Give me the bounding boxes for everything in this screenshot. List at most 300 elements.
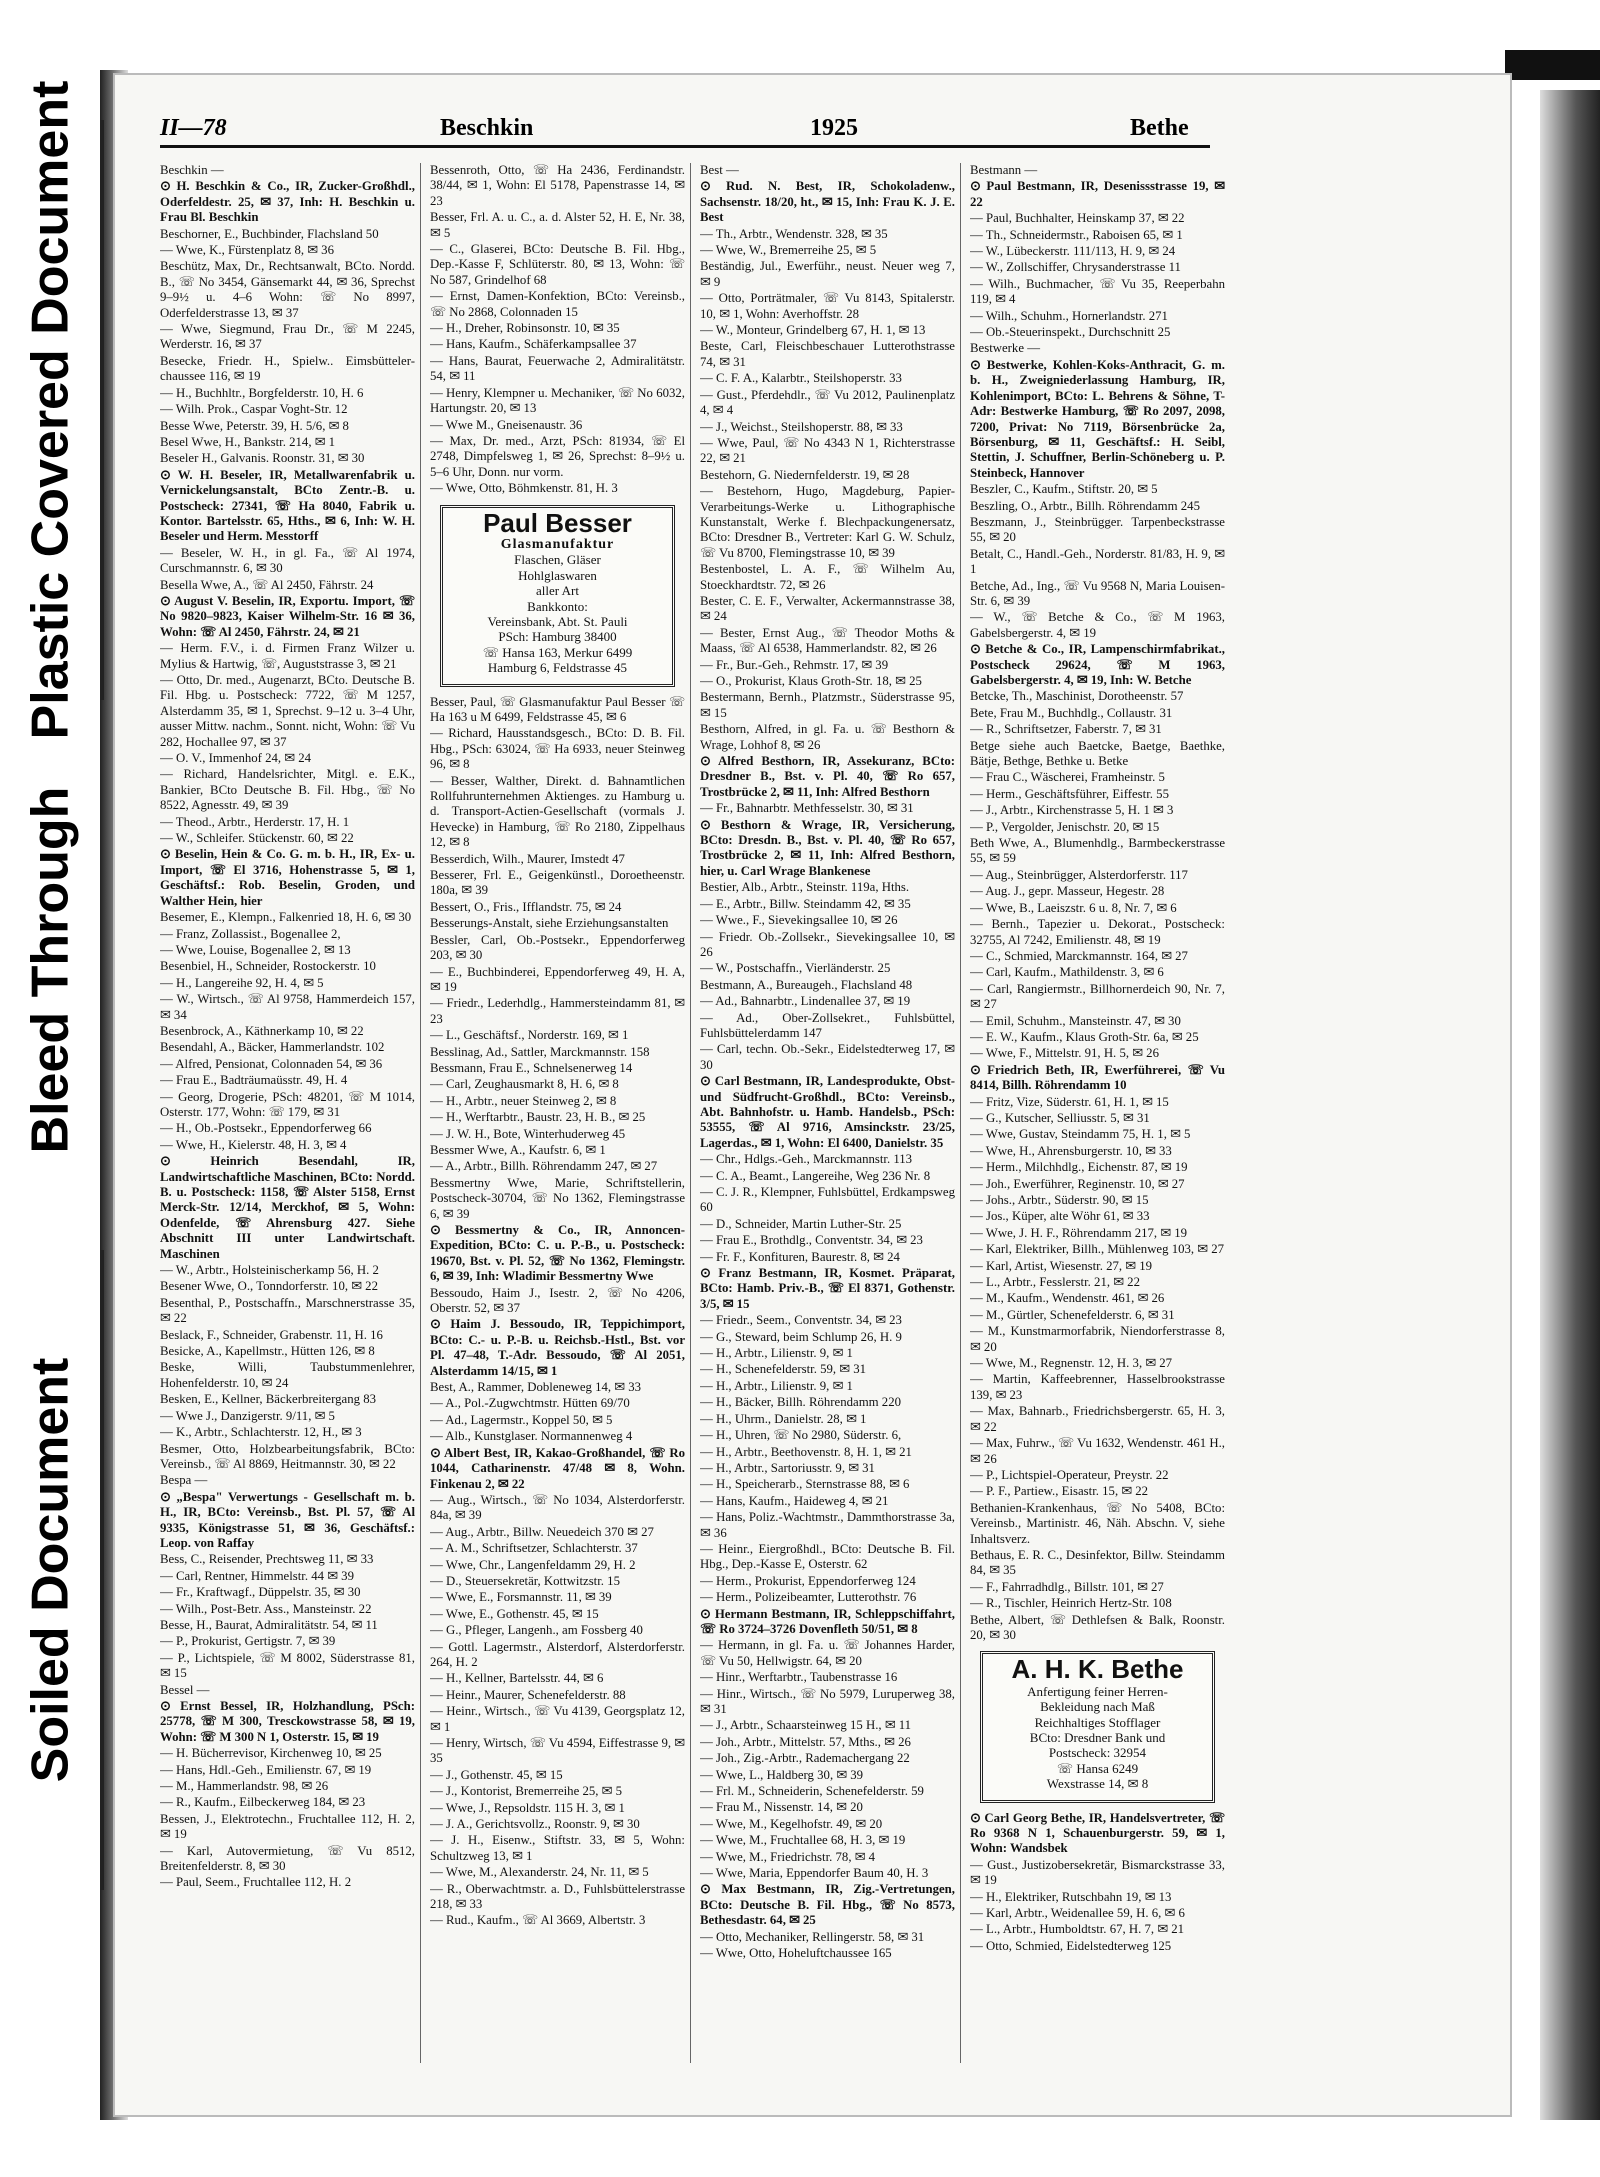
directory-entry: — R., Kaufm., Eilbeckerweg 184, ✉ 23	[160, 1795, 366, 1810]
directory-entry: — O., Prokurist, Klaus Groth-Str. 18, ✉ 25	[700, 674, 922, 688]
directory-entry: — Herm., Prokurist, Eppendorferweg 124	[700, 1573, 916, 1588]
directory-entry: Besenbrock, A., Käthnerkamp 10, ✉ 22	[160, 1023, 364, 1038]
directory-entry: Bete, Frau M., Buchhdlg., Collaustr. 31	[970, 705, 1173, 720]
ad-line: Anfertigung feiner Herren-	[1027, 1683, 1168, 1699]
directory-entry: — Max, Dr. med., Arzt, PSch: 81934, ☏ El 2748, Dimpfelsweg 1, ✉ 26, Sprechst: 8–9½ u. 5–6 Uhr, Donn. nur vorm.	[430, 433, 685, 479]
directory-entry: — C., Schmied, Marckmannstr. 164, ✉ 27	[970, 948, 1188, 963]
directory-entry: — H., Uhrm., Danielstr. 28, ✉ 1	[700, 1411, 867, 1426]
directory-entry: Bestmann, A., Bureaugeh., Flachsland 48	[700, 977, 913, 992]
directory-entry: — Hans, Baurat, Feuerwache 2, Admiralitätstr. 54, ✉ 11	[430, 353, 685, 384]
directory-entry: — Alfred, Pensionat, Colonnaden 54, ✉ 36	[160, 1056, 383, 1071]
directory-entry: Bessoudo, Haim J., Isestr. 2, ☏ No 4206, Oberstr. 52, ✉ 37	[430, 1285, 685, 1316]
ad-title: A. H. K. Bethe	[1011, 1654, 1184, 1685]
directory-entry: — C. A., Beamt., Langereihe, Weg 236 Nr. 8	[700, 1168, 931, 1183]
directory-entry: — M., Kunstmarmorfabrik, Niendorferstrasse 8, ✉ 20	[970, 1324, 1225, 1354]
directory-entry: — E. W., Kaufm., Klaus Groth-Str. 6a, ✉ 25	[970, 1029, 1199, 1044]
column-2	[430, 163, 685, 2063]
plastic-covered-label: Plastic Covered Document	[0, 120, 104, 700]
directory-entry: Besenbiel, H., Schneider, Rostockerstr. 10	[160, 959, 376, 974]
directory-entry: Bester, C. E. F., Verwalter, Ackermannstrasse 38, ✉ 24	[700, 593, 955, 624]
directory-entry: — Wwe, Louise, Bogenallee 2, ✉ 13	[160, 942, 351, 957]
directory-entry: Besicke, A., Kapellmstr., Hütten 126, ✉ 8	[160, 1344, 375, 1359]
ad-subtitle: Glasmanufaktur	[500, 536, 615, 552]
directory-entry: — Hermann, in gl. Fa. u. ☏ Johannes Harder, ☏ Vu 50, Hellwigstr. 64, ✉ 20	[700, 1638, 955, 1668]
directory-entry: — Wwe, Gustav, Steindamm 75, H. 1, ✉ 5	[970, 1127, 1191, 1142]
directory-entry: Besser, Frl. A. u. C., a. d. Alster 52, H. E, Nr. 38, ✉ 5	[430, 210, 685, 240]
directory-entry: — Wilh., Schuhm., Hornerlandstr. 271	[970, 308, 1168, 323]
directory-entry: — Herm., Geschäftsführer, Eiffestr. 55	[970, 786, 1169, 801]
directory-entry: — M., Gürtler, Schenefelderstr. 6, ✉ 31	[970, 1307, 1175, 1322]
directory-entry: — W., ☏ Betche & Co., ☏ M 1963, Gabelsbergerstr. 4, ✉ 19	[970, 610, 1225, 640]
next-page-edge	[1540, 90, 1600, 2120]
column-divider	[420, 163, 421, 2063]
directory-entry: — J., Arbtr., Schaarsteinweg 15 H., ✉ 11	[700, 1718, 912, 1733]
soiled-document-label: Soiled Document	[0, 1250, 104, 1890]
directory-entry: — A., Arbtr., Billh. Röhrendamm 247, ✉ 27	[430, 1159, 658, 1174]
ad-title: Paul Besser	[483, 507, 632, 538]
directory-entry: Besser, Paul, ☏ Glasmanufaktur Paul Besser ☏ Ha 163 u M 6499, Feldstrasse 45, ✉ 6	[430, 694, 685, 724]
directory-entry: Bessler, Carl, Ob.-Postsekr., Eppendorferweg 203, ✉ 30	[430, 932, 685, 963]
directory-entry: — Carl, Kaufm., Mathildenstr. 3, ✉ 6	[970, 965, 1164, 980]
ad-line: Bankkonto:	[527, 598, 588, 614]
directory-entry: Besthorn, Alfred, in gl. Fa. u. ☏ Besthorn & Wrage, Lohhof 8, ✉ 26	[700, 722, 955, 752]
directory-entry: — Th., Arbtr., Wendenstr. 328, ✉ 35	[700, 226, 888, 241]
directory-entry: — P., Vergolder, Jenischstr. 20, ✉ 15	[970, 819, 1160, 834]
directory-entry: Beständig, Jul., Ewerführ., neust. Neuer weg 7, ✉ 9	[700, 259, 955, 289]
directory-entry: — W., Lübeckerstr. 111/113, H. 9, ✉ 24	[970, 244, 1176, 259]
directory-entry: — F., Fahrradhdlg., Billstr. 101, ✉ 27	[970, 1579, 1164, 1594]
directory-entry: — Frau C., Wäscherei, Framheinstr. 5	[970, 770, 1165, 785]
directory-entry: Bessert, O., Fris., Ifflandstr. 75, ✉ 24	[430, 899, 622, 914]
directory-entry: — Max, Bahnarb., Friedrichsbergerstr. 65, H. 3, ✉ 22	[970, 1404, 1225, 1434]
directory-entry: ⊙ Franz Bestmann, IR, Kosmet. Präparat, BCto: Hamb. Priv.-B., ☏ El 8371, Gothenstr. 3/5, ✉ 15	[700, 1266, 955, 1311]
column-1	[160, 163, 415, 2063]
directory-entry: — Wwe, M., Fruchtallee 68, H. 3, ✉ 19	[700, 1833, 906, 1848]
directory-entry: ⊙ Paul Bestmann, IR, Desenissstrasse 19, ✉ 22	[970, 179, 1225, 209]
directory-entry: — Wwe, L., Haldberg 30, ✉ 39	[700, 1767, 864, 1782]
directory-entry: ⊙ Carl Bestmann, IR, Landesprodukte, Obst- und Südfrucht-Großhdl., BCto: Vereinsb., Abt. Bahnhofstr. u. Hamb. Handelsb., PSch: 53555, ☏ Al 9716, Amsinckstr. 23/25, Lagerdas., ✉ 1, Wohn: El 6400, Danielstr. 35	[700, 1074, 955, 1150]
directory-entry: — Georg, Drogerie, PSch: 48201, ☏ M 1014, Osterstr. 177, Wohn: ☏ 179, ✉ 31	[160, 1089, 415, 1119]
directory-entry: — A., Pol.-Zugwchtmstr. Hütten 69/70	[430, 1396, 630, 1411]
directory-entry: — Jos., Küper, alte Wöhr 61, ✉ 33	[970, 1209, 1150, 1224]
directory-entry: — Frau M., Nissenstr. 14, ✉ 20	[700, 1800, 863, 1815]
directory-entry: — Wwe, M., Regnenstr. 12, H. 3, ✉ 27	[970, 1356, 1173, 1371]
directory-entry: — Richard, Handelsrichter, Mitgl. e. E.K., Bankier, BCto Deutsche B. Fil. Hbg., ☏ No 8522, Agnesstr. 49, ✉ 39	[160, 767, 415, 813]
directory-entry: Bess, C., Reisender, Prechtsweg 11, ✉ 33	[160, 1552, 374, 1567]
directory-entry: Beszling, O., Arbtr., Billh. Röhrendamm 245	[970, 498, 1200, 513]
directory-entry: — W., Wirtsch., ☏ Al 9758, Hammerdeich 157, ✉ 34	[160, 992, 415, 1022]
directory-entry: — Fr. F., Konfituren, Baurestr. 8, ✉ 24	[700, 1249, 900, 1264]
directory-entry: — P., Lichtspiel-Operateur, Preystr. 22	[970, 1467, 1169, 1482]
directory-entry: Beschorner, E., Buchbinder, Flachsland 50	[160, 226, 379, 241]
ad-line: Flaschen, Gläser	[514, 552, 601, 568]
directory-entry: — Gust., Justizobersekretär, Bismarckstrasse 33, ✉ 19	[970, 1857, 1225, 1888]
directory-entry: — Gottl. Lagermstr., Alsterdorf, Alsterdorferstr. 264, H. 2	[430, 1639, 685, 1669]
directory-entry: — H., Schenefelderstr. 59, ✉ 31	[700, 1362, 867, 1377]
directory-entry: — W., Arbtr., Holsteinischerkamp 56, H. 2	[160, 1263, 379, 1278]
directory-entry: — Carl, Zeughausmarkt 8, H. 6, ✉ 8	[430, 1077, 619, 1092]
directory-entry: — Martin, Kaffeebrenner, Hasselbrookstrasse 139, ✉ 23	[970, 1372, 1225, 1402]
directory-entry: — G., Pfleger, Langenh., am Fossberg 40	[430, 1623, 643, 1638]
directory-entry: Bethe, Albert, ☏ Dethlefsen & Balk, Roonstr. 20, ✉ 30	[970, 1612, 1225, 1642]
directory-entry: — Ad., Ober-Zollsekret., Fuhlsbüttel, Fuhlsbüttelerdamm 147	[700, 1010, 955, 1040]
directory-entry: — P. F., Partiew., Eisastr. 15, ✉ 22	[970, 1484, 1149, 1499]
directory-entry: — Karl, Autovermietung, ☏ Vu 8512, Breitenfelderstr. 8, ✉ 30	[160, 1843, 415, 1874]
directory-page	[115, 75, 1510, 2115]
directory-entry: — Frau E., Brothdlg., Conventstr. 34, ✉ 23	[700, 1233, 923, 1248]
column-4	[970, 163, 1225, 2063]
directory-entry: Beszler, C., Kaufm., Stiftstr. 20, ✉ 5	[970, 482, 1158, 497]
directory-entry: — E., Buchbinderei, Eppendorferweg 49, H. A, ✉ 19	[430, 964, 685, 994]
directory-entry: Best, A., Rammer, Dobleneweg 14, ✉ 33	[430, 1380, 642, 1395]
directory-entry: — Henry, Wirtsch, ☏ Vu 4594, Eiffestrasse 9, ✉ 35	[430, 1736, 685, 1766]
directory-entry: ⊙ Betche & Co., IR, Lampenschirmfabrikat., Postscheck 29624, ☏ M 1963, Gabelsbergerstr. 4, ✉ 19, Inh: W. Betche	[970, 642, 1225, 687]
directory-entry: — Wwe, M., Kegelhofstr. 49, ✉ 20	[700, 1816, 883, 1831]
ad-line: Bekleidung nach Maß	[1040, 1699, 1155, 1715]
directory-entry: ⊙ Albert Best, IR, Kakao-Großhandel, ☏ Ro 1044, Catharinenstr. 47/48 ✉ 8, Wohn. Finkenau 2, ✉ 22	[430, 1445, 685, 1491]
ad-line: aller Art	[536, 583, 579, 599]
directory-entry: — G., Steward, beim Schlump 26, H. 9	[700, 1329, 902, 1344]
directory-entry: Besserer, Frl. E., Geigenkünstl., Doroetheenstr. 180a, ✉ 39	[430, 868, 685, 898]
directory-entry: — Wwe, M., Alexanderstr. 24, Nr. 11, ✉ 5	[430, 1865, 649, 1880]
directory-entry: — H., Kellner, Bartelsstr. 44, ✉ 6	[430, 1671, 604, 1686]
directory-entry: Besslinag, Ad., Sattler, Marckmannstr. 158	[430, 1044, 650, 1059]
directory-entry: Bessmertny Wwe, Marie, Schriftstellerin, Postscheck-30704, ☏ No 1362, Flemingstrasse 6, ✉ 39	[430, 1175, 685, 1221]
header-right-word: Bethe	[1130, 115, 1189, 141]
directory-entry: — G., Kutscher, Selliusstr. 5, ✉ 31	[970, 1110, 1150, 1125]
directory-entry: Beszmann, J., Steinbrügger. Tarpenbeckstrasse 55, ✉ 20	[970, 514, 1225, 545]
directory-entry: — Heinr., Wirtsch., ☏ Vu 4139, Georgsplatz 12, ✉ 1	[430, 1704, 685, 1734]
directory-entry: — Franz, Zollassist., Bogenallee 2,	[160, 926, 341, 941]
directory-entry: — H., Arbtr., Beethovenstr. 8, H. 1, ✉ 21	[700, 1444, 912, 1459]
directory-entry: — Friedr., Seem., Conventstr. 34, ✉ 23	[700, 1313, 902, 1328]
directory-entry: — E., Arbtr., Billw. Steindamm 42, ✉ 35	[700, 896, 911, 911]
directory-entry: — P., Lichtspiele, ☏ M 8002, Süderstrasse 81, ✉ 15	[160, 1650, 415, 1681]
directory-entry: ⊙ Bestwerke, Kohlen-Koks-Anthracit, G. m. b. H., Zweigniederlassung Hamburg, IR, Kohlenimport, BCto: L. Behrens & Söhne, T-Adr: Bestwerke Hamburg, ☏ Ro 2097, 2098, 7200, Privat: No 7119, Börsenbrücke 2a, Börsenburg, ✉ 11, Geschäftsf.: H. Seibl, Stettin, J. Schuffner, Berlin-Schöneberg u. P. Steinbeck, Hannover	[970, 357, 1225, 480]
directory-entry: — Gust., Pferdehdlr., ☏ Vu 2012, Paulinenplatz 4, ✉ 4	[700, 387, 955, 418]
page-number: II—78	[160, 115, 227, 141]
directory-entry: — Besser, Walther, Direkt. d. Bahnamtlichen Rollfuhrunternehmen Aktienges. zu Hamburg u. d. Transport-Actien-Gesellschaft (vormals J. Hevecke) in Hamburg, ☏ Ro 2180, Zippelhaus 12, ✉ 8	[430, 773, 685, 850]
directory-entry: Besserdich, Wilh., Maurer, Imstedt 47	[430, 851, 625, 866]
directory-entry: — C. F. A., Kalarbtr., Steilshoperstr. 33	[700, 371, 902, 386]
directory-entry: Beske, Willi, Taubstummenlehrer, Hohenfelderstr. 10, ✉ 24	[160, 1360, 415, 1390]
directory-entry: Besse, H., Baurat, Admiralitätstr. 54, ✉ 11	[160, 1617, 378, 1632]
directory-entry: — Fr., Bahnarbtr. Methfesselstr. 30, ✉ 31	[700, 801, 914, 816]
directory-entry: — Theod., Arbtr., Herderstr. 17, H. 1	[160, 814, 350, 829]
directory-entry: Best —	[700, 163, 739, 177]
directory-entry: — Fritz, Vize, Süderstr. 61, H. 1, ✉ 15	[970, 1094, 1169, 1109]
directory-entry: — D., Steuersekretär, Kottwitzstr. 15	[430, 1573, 620, 1588]
directory-entry: — Emil, Schuhm., Mansteinstr. 47, ✉ 30	[970, 1013, 1181, 1028]
directory-entry: ⊙ Besthorn & Wrage, IR, Versicherung, BCto: Dresdn. B., Bst. v. Pl. 40, ☏ Ro 657, Trostbrücke 2, ✉ 11, Inh: Alfred Besthorn, hier, u. Carl Wrage Blankenese	[700, 817, 955, 878]
directory-entry: — R., Tischler, Heinrich Hertz-Str. 108	[970, 1596, 1172, 1611]
directory-entry: — Wwe, J. H. F., Röhrendamm 217, ✉ 19	[970, 1225, 1188, 1240]
directory-entry: Betge siehe auch Baetcke, Baetge, Baethke, Bätje, Bethge, Bethke u. Betke	[970, 738, 1225, 769]
directory-entry: — L., Geschäftsf., Norderstr. 169, ✉ 1	[430, 1028, 629, 1043]
directory-entry: — Paul, Seem., Fruchtallee 112, H. 2	[160, 1875, 352, 1890]
directory-entry: — R., Schriftsetzer, Faberstr. 7, ✉ 31	[970, 722, 1162, 737]
directory-entry: — K., Arbtr., Schlachterstr. 12, H., ✉ 3	[160, 1425, 362, 1440]
directory-entry: ⊙ „Bespa" Verwertungs - Gesellschaft m. b. H., IR, BCto: Vereinsb., Bst. Pl. 57, ☏ Al 9335, Königstrasse 51, ✉ 36, Geschäftsf.: Leop. von Raffay	[160, 1489, 415, 1550]
directory-entry: — Otto, Dr. med., Augenarzt, BCto. Deutsche B. Fil. Hbg. u. Postscheck: 7722, ☏ M 1257, Alsterdamm 35, ✉ 1, Sprechst. 9–12 u. 3–4 Uhr, ausser Mittw. nachm., Sonnt. nicht, Wohn: ☏ Vu 282, Hochallee 97, ✉ 37	[160, 673, 415, 749]
bleed-through-label: Bleed Through	[21, 786, 79, 1154]
ad-line: Vereinsbank, Abt. St. Pauli	[487, 613, 628, 629]
column-divider	[690, 163, 691, 2063]
column-divider	[960, 163, 961, 2063]
directory-entry: — H., Werftarbtr., Baustr. 23, H. B., ✉ 25	[430, 1110, 646, 1125]
directory-entry: — Otto, Schmied, Eidelstedterweg 125	[970, 1938, 1172, 1953]
directory-entry: — H., Arbtr., Lilienstr. 9, ✉ 1	[700, 1378, 853, 1393]
directory-entry: — A. M., Schriftsetzer, Schlachterstr. 37	[430, 1541, 638, 1556]
directory-entry: Bestermann, Bernh., Platzmstr., Süderstrasse 95, ✉ 15	[700, 690, 955, 720]
directory-entry: — Wwe, M., Friedrichstr. 78, ✉ 4	[700, 1849, 876, 1864]
directory-entry: ⊙ Max Bestmann, IR, Zig.-Vertretungen, BCto: Deutsche B. Fil. Hbg., ☏ No 8573, Bethesdastr. 64, ✉ 25	[700, 1882, 955, 1928]
directory-entry: — Johs., Arbtr., Süderstr. 90, ✉ 15	[970, 1193, 1149, 1207]
directory-entry: ⊙ Alfred Besthorn, IR, Assekuranz, BCto: Dresdner B., Bst. v. Pl. 40, ☏ Ro 657, Trostbrücke 2, ✉ 11, Inh: Alfred Besthorn	[700, 754, 955, 799]
directory-entry: — Aug., Wirtsch., ☏ No 1034, Alsterdorferstr. 84a, ✉ 39	[430, 1492, 685, 1523]
directory-entry: Betche, Ad., Ing., ☏ Vu 9568 N, Maria Louisen-Str. 6, ✉ 39	[970, 578, 1225, 608]
directory-entry: — H. Bücherrevisor, Kirchenweg 10, ✉ 25	[160, 1746, 382, 1761]
directory-entry: Beschkin —	[160, 163, 224, 177]
directory-entry: — Otto, Porträtmaler, ☏ Vu 8143, Spitalerstr. 10, ✉ 1, Wohn: Averhoffstr. 28	[700, 291, 955, 321]
directory-entry: — Joh., Ewerführer, Reginenstr. 10, ✉ 27	[970, 1176, 1185, 1191]
directory-entry: — C., Glaserei, BCto: Deutsche B. Fil. Hbg., Dep.-Kasse F, Schlüterstr. 80, ✉ 13, Wohn: ☏ No 587, Grindelhof 68	[430, 242, 685, 287]
directory-entry: — Paul, Buchhalter, Heinskamp 37, ✉ 22	[970, 211, 1185, 226]
directory-entry: Besenthal, P., Postschaffn., Marschnerstrasse 35, ✉ 22	[160, 1295, 415, 1326]
directory-entry: — Wilh. Prok., Caspar Voght-Str. 12	[160, 402, 348, 417]
directory-entry: — H., Arbtr., Sartoriusstr. 9, ✉ 31	[700, 1460, 875, 1475]
directory-entry: ⊙ Ernst Bessel, IR, Holzhandlung, PSch: 25778, ☏ M 300, Tresckowstrasse 58, ✉ 19, Wohn: ☏ M 300 N 1, Osterstr. 15, ✉ 19	[160, 1699, 415, 1744]
directory-entry: — Karl, Arbtr., Weidenallee 59, H. 6, ✉ 6	[970, 1906, 1185, 1921]
directory-entry: — Wwe J., Danzigerstr. 9/11, ✉ 5	[160, 1408, 335, 1423]
directory-entry: — Wwe, Maria, Eppendorfer Baum 40, H. 3	[700, 1866, 929, 1881]
directory-entry: Bethaus, E. R. C., Desinfektor, Billw. Steindamm 84, ✉ 35	[970, 1547, 1225, 1578]
directory-entry: — Joh., Arbtr., Mittelstr. 57, Mths., ✉ 26	[700, 1734, 911, 1749]
directory-entry: — Carl, techn. Ob.-Sekr., Eidelstedterweg 17, ✉ 30	[700, 1042, 955, 1072]
directory-entry: — Bester, Ernst Aug., ☏ Theodor Moths & Maass, ☏ Al 6538, Hammerlandstr. 82, ✉ 26	[700, 625, 955, 656]
directory-entry: — W., Postschaffn., Vierländerstr. 25	[700, 961, 891, 976]
directory-entry: — Wwe, Chr., Langenfeldamm 29, H. 2	[430, 1557, 636, 1572]
directory-entry: — Ad., Bahnarbtr., Lindenallee 37, ✉ 19	[700, 994, 911, 1009]
directory-entry: — Hans, Poliz.-Wachtmstr., Dammthorstrasse 3a, ✉ 36	[700, 1510, 955, 1540]
directory-entry: Bestmann —	[970, 163, 1038, 177]
directory-entry: Beth Wwe, A., Blumenhdlg., Barmbeckerstrasse 55, ✉ 59	[970, 836, 1225, 866]
directory-entry: ⊙ Hermann Bestmann, IR, Schleppschiffahrt, ☏ Ro 3724–3726 Dovenfleth 50/51, ✉ 8	[700, 1606, 955, 1636]
directory-entry: — Ernst, Damen-Konfektion, BCto: Vereinsb., ☏ No 2868, Colonnaden 15	[430, 289, 685, 319]
directory-entry: — Henry, Klempner u. Mechaniker, ☏ No 6032, Hartungstr. 20, ✉ 13	[430, 385, 685, 416]
directory-entry: — Wwe, H., Kielerstr. 48, H. 3, ✉ 4	[160, 1137, 347, 1152]
directory-entry: — Wwe, J., Repsoldstr. 115 H. 3, ✉ 1	[430, 1800, 625, 1815]
directory-entry: — Richard, Hausstandsgesch., BCto: D. B. Fil. Hbg., PSch: 63024, ☏ Ha 6933, neuer Steinweg 96, ✉ 8	[430, 726, 685, 772]
directory-entry: — Wwe, H., Ahrensburgerstr. 10, ✉ 33	[970, 1143, 1172, 1158]
directory-entry: — O. V., Immenhof 24, ✉ 24	[160, 751, 312, 766]
directory-entry: — Wwe, E., Gothenstr. 45, ✉ 15	[430, 1606, 599, 1621]
directory-entry: — H., Uhren, ☏ No 2980, Süderstr. 6,	[700, 1428, 902, 1443]
directory-entry: — Friedr. Ob.-Zollsekr., Sievekingsallee 10, ✉ 26	[700, 929, 955, 959]
directory-entry: Bessmer Wwe, A., Kaufstr. 6, ✉ 1	[430, 1142, 606, 1157]
directory-entry: — Hinr., Werftarbtr., Taubenstrasse 16	[700, 1670, 898, 1685]
directory-entry: Bessel —	[160, 1682, 210, 1697]
directory-entry: — Alb., Kunstglaser. Normannenweg 4	[430, 1429, 633, 1444]
directory-entry: Beste, Carl, Fleischbeschauer Lutterothstrasse 74, ✉ 31	[700, 339, 955, 369]
directory-entry: Besken, E., Kellner, Bäckerbreitergang 83	[160, 1392, 377, 1407]
directory-entry: — H., Speicherarb., Sternstrasse 88, ✉ 6	[700, 1477, 910, 1492]
directory-entry: ⊙ Carl Georg Bethe, IR, Handelsvertreter, ☏ Ro 9368 N 1, Schauenburgerstr. 59, ✉ 1, Wohn: Wandsbek	[970, 1810, 1225, 1856]
directory-entry: — H., Ob.-Postsekr., Eppendorferweg 66	[160, 1121, 372, 1136]
directory-entry: ⊙ Beselin, Hein & Co. G. m. b. H., IR, Ex- u. Import, ☏ El 3716, Hohenstrasse 5, ✉ 1, Geschäftsf.: Rob. Beselin, Groden, und Walther Hein, hier	[160, 847, 415, 908]
directory-entry: Besener Wwe, O., Tonndorferstr. 10, ✉ 22	[160, 1279, 378, 1294]
directory-entry: Besella Wwe, A., ☏ Al 2450, Fährstr. 24	[160, 577, 374, 592]
directory-entry: — Herm., Milchhdlg., Eichenstr. 87, ✉ 19	[970, 1160, 1188, 1175]
directory-entry: Besecke, Friedr. H., Spielw.. Eimsbütteler-chaussee 116, ✉ 19	[160, 353, 415, 384]
directory-entry: — J., Kontorist, Bremerreihe 25, ✉ 5	[430, 1784, 622, 1799]
directory-entry: — Wwe, Otto, Böhmkenstr. 81, H. 3	[430, 481, 618, 496]
directory-entry: — Fr., Kraftwagf., Düppelstr. 35, ✉ 30	[160, 1585, 361, 1600]
directory-entry: — Bernh., Tapezier u. Dekorat., Postscheck: 32755, Al 7242, Emilienstr. 48, ✉ 19	[970, 917, 1225, 947]
directory-entry: Bespa —	[160, 1473, 208, 1488]
directory-entry: Beslack, F., Schneider, Grabenstr. 11, H. 16	[160, 1327, 383, 1342]
directory-entry: — Bestehorn, Hugo, Magdeburg, Papier-Verarbeitungs-Werke u. Lithographische Kunstanstalt, Werke f. Blechpackungenersatz, BCto: Dresdner B., Vertreter: Karl G. W. Schulz, ☏ Vu 8700, Flemingstrasse 10, ✉ 39	[700, 484, 955, 560]
directory-entry: — Hans, Hdl.-Geh., Emilienstr. 67, ✉ 19	[160, 1762, 372, 1777]
black-tab	[1505, 50, 1600, 80]
directory-entry: — Joh., Zig.-Arbtr., Rademachergang 22	[700, 1751, 910, 1766]
ad-line: Reichhaltiges Stofflager	[1034, 1714, 1161, 1730]
bethe-advert	[980, 1651, 1215, 1802]
directory-entry: Besendahl, A., Bäcker, Hammerlandstr. 102	[160, 1040, 385, 1055]
directory-entry: — W., Zollschiffer, Chrysanderstrasse 11	[970, 260, 1181, 275]
directory-entry: — Hans, Kaufm., Haideweg 4, ✉ 21	[700, 1493, 889, 1508]
ad-line: Hamburg 6, Feldstrasse 45	[487, 660, 628, 676]
directory-entry: — H., Elektriker, Rutschbahn 19, ✉ 13	[970, 1889, 1172, 1904]
directory-entry: Besmer, Otto, Holzbearbeitungsfabrik, BCto: Vereinsb., ☏ Al 8869, Heitmannstr. 30, ✉ 22	[160, 1441, 415, 1471]
directory-entry: — C. J. R., Klempner, Fuhlsbüttel, Erdkampsweg 60	[700, 1185, 955, 1215]
directory-entry: Beschütz, Max, Dr., Rechtsanwalt, BCto. Nordd. B., ☏ No 3454, Gänsemarkt 44, ✉ 36, Sprechst 9–9½ u. 4–6 Wohn: ☏ No 8997, Oderfelderstrasse 13, ✉ 37	[160, 259, 415, 320]
directory-entry: — D., Schneider, Martin Luther-Str. 25	[700, 1216, 902, 1231]
directory-entry: — Friedr., Lederhdlg., Hammersteindamm 81, ✉ 23	[430, 996, 685, 1026]
directory-entry: — J. A., Gerichtsvollz., Roonstr. 9, ✉ 30	[430, 1817, 640, 1832]
directory-entry: — Karl, Elektriker, Billh., Mühlenweg 103, ✉ 27	[970, 1242, 1225, 1257]
directory-entry: ⊙ Rud. N. Best, IR, Schokoladenw., Sachsenstr. 18/20, ht., ✉ 15, Inh: Frau K. J. E. Best	[700, 179, 955, 225]
directory-entry: — W., Schleifer. Stückenstr. 60, ✉ 22	[160, 831, 354, 846]
directory-entry: Besemer, E., Klempn., Falkenried 18, H. 6, ✉ 30	[160, 910, 412, 925]
directory-entry: — Max, Fuhrw., ☏ Vu 1632, Wendenstr. 461 H., ✉ 26	[970, 1436, 1225, 1466]
directory-entry: — Wilh., Post-Betr. Ass., Mansteinstr. 22	[160, 1601, 372, 1616]
directory-entry: — Carl, Rentner, Himmelstr. 44 ✉ 39	[160, 1568, 354, 1583]
directory-entry: Bestehorn, G. Niedernfelderstr. 19, ✉ 28	[700, 467, 910, 482]
header-year: 1925	[810, 115, 858, 141]
directory-entry: — J. H., Eisenw., Stiftstr. 33, ✉ 5, Wohn: Schultzweg 13, ✉ 1	[430, 1833, 685, 1863]
directory-entry: Bestwerke —	[970, 341, 1041, 356]
directory-entry: Bessmann, Frau E., Schnelsenerweg 14	[430, 1060, 633, 1075]
directory-entry: — Herm., Polizeibeamter, Lutterothstr. 76	[700, 1590, 917, 1605]
directory-entry: — Heinr., Eiergroßhdl., BCto: Deutsche B. Fil. Hbg., Dep.-Kasse E, Osterstr. 62	[700, 1541, 955, 1572]
directory-entry: — W., Monteur, Grindelberg 67, H. 1, ✉ 13	[700, 323, 926, 338]
directory-entry: Besserungs-Anstalt, siehe Erziehungsanstalten	[430, 916, 669, 931]
page-header	[160, 115, 1210, 148]
ad-line: Postscheck: 32954	[1048, 1745, 1147, 1761]
directory-entry: — Rud., Kaufm., ☏ Al 3669, Albertstr. 3	[430, 1913, 646, 1928]
ad-line: Wexstrasse 14, ✉ 8	[1046, 1776, 1149, 1792]
directory-entry: — Ad., Lagermstr., Koppel 50, ✉ 5	[430, 1412, 613, 1427]
directory-entry: ⊙ W. H. Beseler, IR, Metallwarenfabrik u. Vernickelungsanstalt, BCto Zentr.-B. u. Postscheck: 27341, ☏ Ha 8040, Fabrik u. Kontor. Bartelsstr. 65, Hths., ✉ 6, Inh: W. H. Beseler und Herm. Messtorff	[160, 467, 415, 544]
directory-entry: — J., Gothenstr. 45, ✉ 15	[430, 1767, 563, 1782]
directory-entry: — H., Buchhltr., Borgfelderstr. 10, H. 6	[160, 385, 364, 400]
directory-entry: — H., Arbtr., neuer Steinweg 2, ✉ 8	[430, 1093, 617, 1108]
directory-entry: — P., Prokurist, Gertigstr. 7, ✉ 39	[160, 1634, 336, 1649]
directory-entry: Bethanien-Krankenhaus, ☏ No 5408, BCto: Vereinsb., Martinistr. 46, Näh. Abschn. V, siehe Inhaltsverz.	[970, 1500, 1225, 1546]
directory-entry: ⊙ Haim J. Bessoudo, IR, Teppichimport, BCto: C.- u. P.-B. u. Reichsb.-Hstl., Bst. vor Pl. 47–48, T.-Adr. Bessoudo, ☏ Al 2051, Alsterdamm 14/15, ✉ 1	[430, 1317, 685, 1378]
directory-entry: — Wwe, B., Laeiszstr. 6 u. 8, Nr. 7, ✉ 6	[970, 900, 1177, 915]
ad-line: Hohlglaswaren	[518, 567, 597, 583]
directory-entry: — J., Weichst., Steilshoperstr. 88, ✉ 33	[700, 419, 903, 434]
directory-entry: — Carl, Rangiermstr., Billhornerdeich 90, Nr. 7, ✉ 27	[970, 981, 1225, 1012]
ad-line: ☏ Hansa 6249	[1056, 1760, 1139, 1776]
directory-entry: — H., Arbtr., Lilienstr. 9, ✉ 1	[700, 1346, 853, 1361]
directory-entry: ⊙ Bessmertny & Co., IR, Annoncen-Expedition, BCto: C. u. P.-B., u. Postscheck: 19670, Bst. v. Pl. 52, ☏ No 1362, Flemingstr. 6, ✉ 39, Inh: Wladimir Bessmertny Wwe	[430, 1223, 685, 1284]
directory-entry: — Beseler, W. H., in gl. Fa., ☏ Al 1974, Curschmannstr. 6, ✉ 30	[160, 545, 415, 576]
directory-entry: — Wwe M., Gneisenaustr. 36	[430, 417, 583, 432]
directory-entry: Bestier, Alb., Arbtr., Steinstr. 119a, Hths.	[700, 880, 910, 895]
directory-entry: Beseler H., Galvanis. Roonstr. 31, ✉ 30	[160, 451, 365, 466]
directory-entry: ⊙ August V. Beselin, IR, Exportu. Import, ☏ No 9820–9823, Kaiser Wilhelm-Str. 16 ✉ 36, Wohn: ☏ Al 2450, Fährstr. 24, ✉ 21	[160, 593, 415, 639]
directory-entry: — H., Langereihe 92, H. 4, ✉ 5	[160, 975, 324, 990]
directory-entry: — Ob.-Steuerinspekt., Durchschnitt 25	[970, 325, 1171, 340]
directory-entry: — Wwe, K., Fürstenplatz 8, ✉ 36	[160, 243, 334, 258]
directory-entry: — Wwe, Paul, ☏ No 4343 N 1, Richterstrasse 22, ✉ 21	[700, 435, 955, 466]
directory-entry: — Wwe., F., Sievekingsallee 10, ✉ 26	[700, 913, 898, 928]
directory-entry: — Frl. M., Schneiderin, Schenefelderstr. 59	[700, 1784, 924, 1799]
directory-entry: Besse Wwe, Peterstr. 39, H. 5/6, ✉ 8	[160, 418, 349, 433]
paul-besser-advert	[440, 505, 675, 687]
directory-entry: — Chr., Hdlgs.-Geh., Marckmannstr. 113	[700, 1152, 913, 1167]
directory-entry: Bessen, J., Elektrotechn., Fruchtallee 112, H. 2, ✉ 19	[160, 1811, 415, 1842]
directory-entry: — Wwe, F., Mittelstr. 91, H. 5, ✉ 26	[970, 1046, 1159, 1061]
directory-entry: ⊙ Heinrich Besendahl, IR, Landwirtschaftliche Maschinen, BCto: Nordd. B. u. Postscheck: 1158, ☏ Alster 5158, Ernst Merck-Str. 12/14, Merckhof, ✉ 5, Wohn: Odenfelde, ☏ Ahrensburg 427. Siehe Abschnitt III unter Landwirtschaft. Maschinen	[160, 1154, 415, 1261]
directory-entry: — J. W. H., Bote, Winterhuderweg 45	[430, 1126, 626, 1141]
directory-entry: — Th., Schneidermstr., Raboisen 65, ✉ 1	[970, 227, 1183, 242]
directory-entry: — Heinr., Maurer, Schenefelderstr. 88	[430, 1687, 626, 1702]
directory-entry: — Hans, Kaufm., Schäferkampsallee 37	[430, 337, 637, 352]
directory-entry: — J., Arbtr., Kirchenstrasse 5, H. 1 ✉ 3	[970, 803, 1174, 818]
directory-entry: — H., Dreher, Robinsonstr. 10, ✉ 35	[430, 321, 620, 336]
column-3	[700, 163, 955, 2063]
directory-entry: — L., Arbtr., Fesslerstr. 21, ✉ 22	[970, 1275, 1140, 1290]
directory-entry: — Wilh., Buchmacher, ☏ Vu 35, Reeperbahn 119, ✉ 4	[970, 276, 1225, 307]
directory-entry: Bessenroth, Otto, ☏ Ha 2436, Ferdinandstr. 38/44, ✉ 1, Wohn: El 5178, Papenstrasse 14, ✉ 23	[430, 163, 685, 208]
directory-entry: — L., Arbtr., Humboldtstr. 67, H. 7, ✉ 21	[970, 1922, 1185, 1937]
directory-entry: — Herm. F.V., i. d. Firmen Franz Wilzer u. Mylius & Hartwig, ☏, Auguststrasse 3, ✉ 21	[160, 641, 415, 671]
directory-entry: — M., Hammerlandstr. 98, ✉ 26	[160, 1779, 329, 1794]
directory-entry: Bestenbostel, L. A. F., ☏ Wilhelm Au, Stoeckhardtstr. 72, ✉ 26	[700, 562, 955, 592]
directory-entry: — H., Bäcker, Billh. Röhrendamm 220	[700, 1395, 902, 1410]
directory-entry: — Wwe, E., Forsmannstr. 11, ✉ 39	[430, 1590, 612, 1605]
directory-entry: — Aug., Steinbrügger, Alsterdorferstr. 117	[970, 867, 1188, 882]
directory-entry: Besel Wwe, H., Bankstr. 214, ✉ 1	[160, 434, 336, 449]
directory-entry: Betcke, Th., Maschinist, Dorotheenstr. 57	[970, 689, 1184, 704]
directory-entry: — Wwe, Otto, Hoheluftchaussee 165	[700, 1946, 892, 1961]
header-left-word: Beschkin	[440, 115, 534, 141]
directory-entry: — Karl, Artist, Wiesenstr. 27, ✉ 19	[970, 1258, 1153, 1273]
ad-line: PSch: Hamburg 38400	[498, 629, 617, 645]
directory-entry: — Aug. J., gepr. Masseur, Hegestr. 28	[970, 884, 1165, 899]
directory-entry: — M., Kaufm., Wendenstr. 461, ✉ 26	[970, 1291, 1165, 1306]
directory-entry: — Fr., Bur.-Geh., Rehmstr. 17, ✉ 39	[700, 657, 889, 672]
directory-entry: Betalt, C., Handl.-Geh., Norderstr. 81/83, H. 9, ✉ 1	[970, 546, 1225, 577]
directory-entry: — Wwe, W., Bremerreihe 25, ✉ 5	[700, 243, 877, 258]
directory-entry: ⊙ H. Beschkin & Co., IR, Zucker-Großhdl., Oderfeldestr. 25, ✉ 37, Inh: H. Beschkin u. Frau Bl. Beschkin	[160, 179, 415, 225]
ad-line: BCto: Dresdner Bank und	[1029, 1730, 1166, 1745]
directory-entry: — Frau E., Badträumaüsstr. 49, H. 4	[160, 1073, 348, 1088]
